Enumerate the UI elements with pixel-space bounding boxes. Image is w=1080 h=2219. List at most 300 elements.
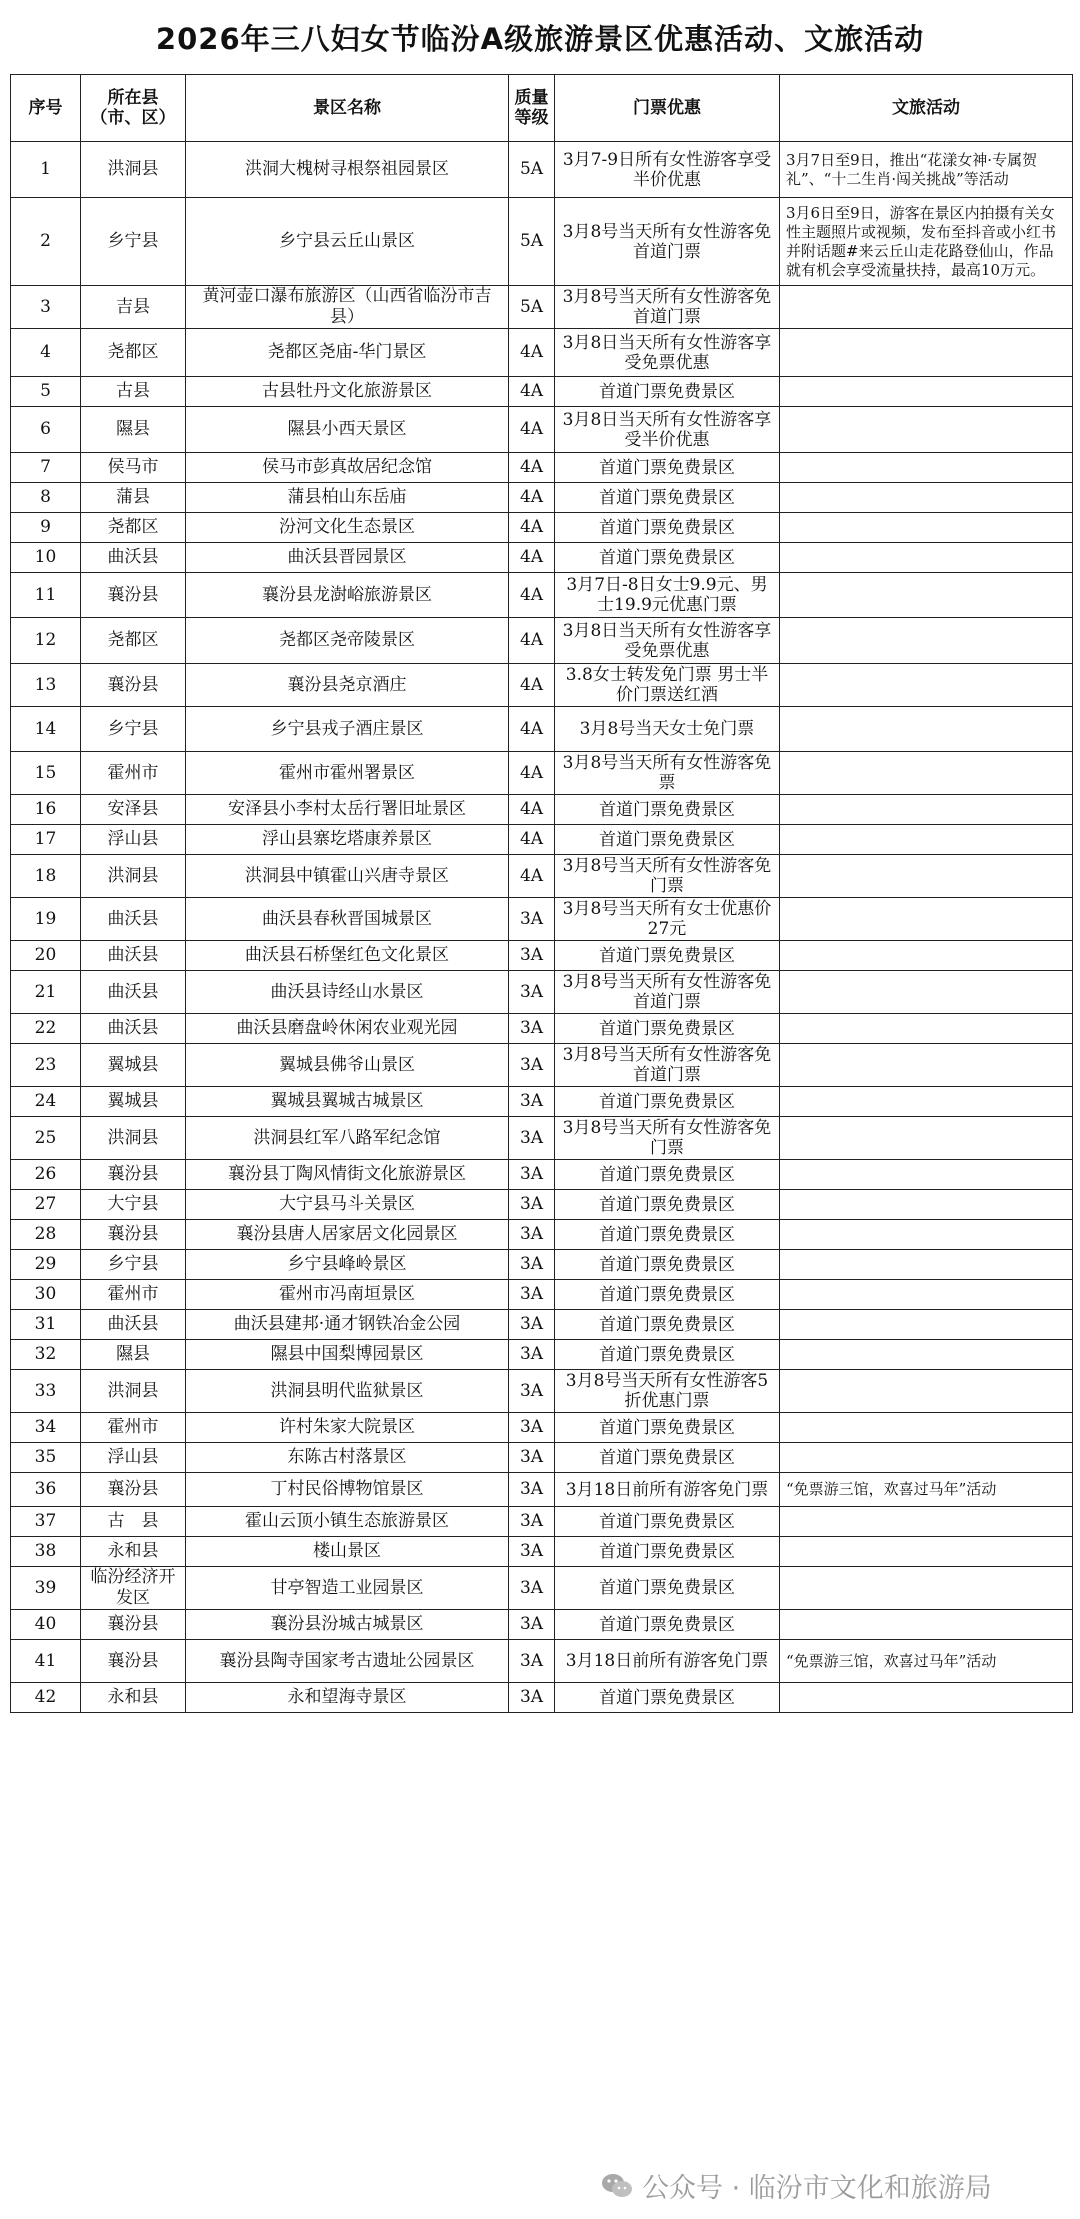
- discount-cell: 3.8女士转发免门票 男士半价门票送红酒: [555, 664, 780, 707]
- activity-cell: [780, 1160, 1073, 1190]
- scenic-name-cell: 襄汾县唐人居家居文化园景区: [186, 1220, 509, 1250]
- activity-cell: [780, 1443, 1073, 1473]
- column-header: 门票优惠: [555, 75, 780, 142]
- row-number-cell: 40: [11, 1610, 81, 1640]
- grade-cell: 4A: [509, 543, 555, 573]
- activity-cell: [780, 1220, 1073, 1250]
- discount-cell: 首道门票免费景区: [555, 1610, 780, 1640]
- discount-cell: 首道门票免费景区: [555, 1683, 780, 1713]
- grade-cell: 3A: [509, 1610, 555, 1640]
- scenic-name-cell: 曲沃县晋园景区: [186, 543, 509, 573]
- county-cell: 乡宁县: [81, 707, 186, 752]
- activity-cell: [780, 1683, 1073, 1713]
- activity-cell: [780, 898, 1073, 941]
- table-row: [11, 407, 1073, 453]
- county-cell: 洪洞县: [81, 142, 186, 198]
- activity-cell: [780, 664, 1073, 707]
- scenic-name-cell: 隰县中国梨博园景区: [186, 1340, 509, 1370]
- grade-cell: 4A: [509, 855, 555, 898]
- row-number-cell: 28: [11, 1220, 81, 1250]
- table-row: [11, 1340, 1073, 1370]
- activity-cell: [780, 329, 1073, 377]
- activity-cell: [780, 483, 1073, 513]
- table-row: [11, 1413, 1073, 1443]
- discount-cell: 3月8号当天所有女性游客5折优惠门票: [555, 1370, 780, 1413]
- discount-cell: 首道门票免费景区: [555, 1567, 780, 1610]
- grade-cell: 3A: [509, 1443, 555, 1473]
- activity-cell: [780, 752, 1073, 795]
- scenic-name-cell: 曲沃县磨盘岭休闲农业观光园: [186, 1014, 509, 1044]
- discount-cell: 首道门票免费景区: [555, 1537, 780, 1567]
- table-row: [11, 543, 1073, 573]
- column-header: 文旅活动: [780, 75, 1073, 142]
- scenic-name-cell: 安泽县小李村太岳行署旧址景区: [186, 795, 509, 825]
- row-number-cell: 6: [11, 407, 81, 453]
- county-cell: 曲沃县: [81, 971, 186, 1014]
- discount-cell: 3月7日-8日女士9.9元、男士19.9元优惠门票: [555, 573, 780, 618]
- row-number-cell: 13: [11, 664, 81, 707]
- county-cell: 曲沃县: [81, 1014, 186, 1044]
- grade-cell: 4A: [509, 825, 555, 855]
- discount-cell: 首道门票免费景区: [555, 453, 780, 483]
- scenic-name-cell: 洪洞县红军八路军纪念馆: [186, 1117, 509, 1160]
- activity-cell: [780, 1610, 1073, 1640]
- activity-cell: [780, 513, 1073, 543]
- grade-cell: 3A: [509, 1087, 555, 1117]
- county-cell: 蒲县: [81, 483, 186, 513]
- grade-cell: 3A: [509, 941, 555, 971]
- scenic-name-cell: 尧都区尧庙-华门景区: [186, 329, 509, 377]
- scenic-name-cell: 大宁县马斗关景区: [186, 1190, 509, 1220]
- grade-cell: 5A: [509, 286, 555, 329]
- column-header: 质量等级: [509, 75, 555, 142]
- grade-cell: 4A: [509, 513, 555, 543]
- grade-cell: 3A: [509, 1044, 555, 1087]
- row-number-cell: 31: [11, 1310, 81, 1340]
- activity-cell: [780, 618, 1073, 664]
- county-cell: 尧都区: [81, 329, 186, 377]
- activity-cell: [780, 1370, 1073, 1413]
- row-number-cell: 8: [11, 483, 81, 513]
- table-row: [11, 1473, 1073, 1507]
- discount-cell: 3月8号当天所有女性游客免首道门票: [555, 198, 780, 286]
- activity-cell: [780, 1190, 1073, 1220]
- scenic-name-cell: 丁村民俗博物馆景区: [186, 1473, 509, 1507]
- row-number-cell: 35: [11, 1443, 81, 1473]
- grade-cell: 4A: [509, 795, 555, 825]
- row-number-cell: 33: [11, 1370, 81, 1413]
- activity-cell: [780, 543, 1073, 573]
- activity-cell: 3月7日至9日，推出“花漾女神·专属贺礼”、“十二生肖·闯关挑战”等活动: [780, 142, 1073, 198]
- row-number-cell: 16: [11, 795, 81, 825]
- activity-cell: [780, 1117, 1073, 1160]
- activity-cell: [780, 825, 1073, 855]
- scenic-name-cell: 汾河文化生态景区: [186, 513, 509, 543]
- activity-cell: [780, 707, 1073, 752]
- county-cell: 霍州市: [81, 1280, 186, 1310]
- scenic-name-cell: 襄汾县汾城古城景区: [186, 1610, 509, 1640]
- row-number-cell: 9: [11, 513, 81, 543]
- table-row: [11, 664, 1073, 707]
- county-cell: 翼城县: [81, 1044, 186, 1087]
- table-row: [11, 825, 1073, 855]
- scenic-name-cell: 襄汾县尧京酒庄: [186, 664, 509, 707]
- column-header: 所在县（市、区）: [81, 75, 186, 142]
- county-cell: 霍州市: [81, 1413, 186, 1443]
- scenic-name-cell: 黄河壶口瀑布旅游区（山西省临汾市吉县）: [186, 286, 509, 329]
- row-number-cell: 42: [11, 1683, 81, 1713]
- grade-cell: 3A: [509, 1537, 555, 1567]
- discount-cell: 3月18日前所有游客免门票: [555, 1640, 780, 1683]
- grade-cell: 4A: [509, 707, 555, 752]
- table-row: [11, 1507, 1073, 1537]
- discount-cell: 首道门票免费景区: [555, 513, 780, 543]
- county-cell: 永和县: [81, 1537, 186, 1567]
- county-cell: 洪洞县: [81, 1117, 186, 1160]
- county-cell: 乡宁县: [81, 198, 186, 286]
- page-title: 2026年三八妇女节临汾A级旅游景区优惠活动、文旅活动: [155, 21, 925, 56]
- discount-cell: 3月8号当天所有女性游客免票: [555, 752, 780, 795]
- county-cell: 曲沃县: [81, 543, 186, 573]
- county-cell: 翼城县: [81, 1087, 186, 1117]
- discount-cell: 首道门票免费景区: [555, 1413, 780, 1443]
- scenic-name-cell: 乡宁县戎子酒庄景区: [186, 707, 509, 752]
- scenic-name-cell: 隰县小西天景区: [186, 407, 509, 453]
- activity-cell: [780, 855, 1073, 898]
- table-row: [11, 855, 1073, 898]
- county-cell: 安泽县: [81, 795, 186, 825]
- row-number-cell: 18: [11, 855, 81, 898]
- grade-cell: 3A: [509, 1280, 555, 1310]
- scenic-name-cell: 古县牡丹文化旅游景区: [186, 377, 509, 407]
- county-cell: 襄汾县: [81, 664, 186, 707]
- activity-cell: [780, 573, 1073, 618]
- discount-cell: 首道门票免费景区: [555, 941, 780, 971]
- county-cell: 襄汾县: [81, 573, 186, 618]
- scenic-name-cell: 霍州市冯南垣景区: [186, 1280, 509, 1310]
- discount-cell: 首道门票免费景区: [555, 1310, 780, 1340]
- row-number-cell: 41: [11, 1640, 81, 1683]
- scenic-spots-table-container: [10, 74, 1072, 1713]
- activity-cell: [780, 1280, 1073, 1310]
- grade-cell: 4A: [509, 407, 555, 453]
- grade-cell: 4A: [509, 573, 555, 618]
- table-body: [11, 142, 1073, 1713]
- row-number-cell: 2: [11, 198, 81, 286]
- scenic-name-cell: 翼城县佛爷山景区: [186, 1044, 509, 1087]
- scenic-name-cell: 蒲县柏山东岳庙: [186, 483, 509, 513]
- discount-cell: 3月8日当天所有女性游客享受免票优惠: [555, 329, 780, 377]
- grade-cell: 3A: [509, 1567, 555, 1610]
- county-cell: 霍州市: [81, 752, 186, 795]
- row-number-cell: 15: [11, 752, 81, 795]
- grade-cell: 4A: [509, 453, 555, 483]
- table-row: [11, 618, 1073, 664]
- activity-cell: [780, 1014, 1073, 1044]
- row-number-cell: 14: [11, 707, 81, 752]
- activity-cell: [780, 941, 1073, 971]
- discount-cell: 首道门票免费景区: [555, 1443, 780, 1473]
- scenic-name-cell: 许村朱家大院景区: [186, 1413, 509, 1443]
- row-number-cell: 12: [11, 618, 81, 664]
- table-row: [11, 1683, 1073, 1713]
- county-cell: 浮山县: [81, 1443, 186, 1473]
- county-cell: 襄汾县: [81, 1220, 186, 1250]
- grade-cell: 3A: [509, 1014, 555, 1044]
- scenic-name-cell: 翼城县翼城古城景区: [186, 1087, 509, 1117]
- table-row: [11, 1044, 1073, 1087]
- county-cell: 永和县: [81, 1683, 186, 1713]
- row-number-cell: 11: [11, 573, 81, 618]
- activity-cell: [780, 407, 1073, 453]
- scenic-name-cell: 楼山景区: [186, 1537, 509, 1567]
- discount-cell: 3月8号当天女士免门票: [555, 707, 780, 752]
- activity-cell: 3月6日至9日，游客在景区内拍摄有关女性主题照片或视频，发布至抖音或小红书并附话题#来云丘山走花路登仙山，作品就有机会享受流量扶持，最高10万元。: [780, 198, 1073, 286]
- discount-cell: 3月8日当天所有女性游客享受半价优惠: [555, 407, 780, 453]
- discount-cell: 首道门票免费景区: [555, 1340, 780, 1370]
- discount-cell: 首道门票免费景区: [555, 1220, 780, 1250]
- discount-cell: 3月8号当天所有女性游客免门票: [555, 1117, 780, 1160]
- table-row: [11, 483, 1073, 513]
- county-cell: 曲沃县: [81, 941, 186, 971]
- activity-cell: “免票游三馆，欢喜过马年”活动: [780, 1640, 1073, 1683]
- table-row: [11, 752, 1073, 795]
- grade-cell: 3A: [509, 1220, 555, 1250]
- watermark: [600, 2166, 992, 2205]
- row-number-cell: 39: [11, 1567, 81, 1610]
- discount-cell: 首道门票免费景区: [555, 377, 780, 407]
- table-row: [11, 513, 1073, 543]
- county-cell: 侯马市: [81, 453, 186, 483]
- table-row: [11, 707, 1073, 752]
- activity-cell: [780, 795, 1073, 825]
- row-number-cell: 38: [11, 1537, 81, 1567]
- activity-cell: [780, 1250, 1073, 1280]
- grade-cell: 3A: [509, 1117, 555, 1160]
- row-number-cell: 30: [11, 1280, 81, 1310]
- table-row: [11, 1610, 1073, 1640]
- scenic-name-cell: 曲沃县春秋晋国城景区: [186, 898, 509, 941]
- watermark-text: 公众号 · 临汾市文化和旅游局: [642, 2173, 992, 2204]
- discount-cell: 首道门票免费景区: [555, 543, 780, 573]
- grade-cell: 3A: [509, 971, 555, 1014]
- discount-cell: 3月8日当天所有女性游客享受免票优惠: [555, 618, 780, 664]
- table-row: [11, 971, 1073, 1014]
- county-cell: 襄汾县: [81, 1610, 186, 1640]
- table-row: [11, 198, 1073, 286]
- row-number-cell: 27: [11, 1190, 81, 1220]
- county-cell: 临汾经济开发区: [81, 1567, 186, 1610]
- row-number-cell: 34: [11, 1413, 81, 1443]
- table-row: [11, 1087, 1073, 1117]
- county-cell: 襄汾县: [81, 1160, 186, 1190]
- activity-cell: [780, 1087, 1073, 1117]
- grade-cell: 5A: [509, 142, 555, 198]
- grade-cell: 3A: [509, 1310, 555, 1340]
- table-row: [11, 1310, 1073, 1340]
- column-header: 序号: [11, 75, 81, 142]
- activity-cell: [780, 453, 1073, 483]
- scenic-name-cell: 甘亭智造工业园景区: [186, 1567, 509, 1610]
- grade-cell: 3A: [509, 1683, 555, 1713]
- county-cell: 乡宁县: [81, 1250, 186, 1280]
- scenic-name-cell: 永和望海寺景区: [186, 1683, 509, 1713]
- table-row: [11, 1370, 1073, 1413]
- table-row: [11, 941, 1073, 971]
- row-number-cell: 25: [11, 1117, 81, 1160]
- grade-cell: 3A: [509, 1640, 555, 1683]
- discount-cell: 首道门票免费景区: [555, 795, 780, 825]
- discount-cell: 首道门票免费景区: [555, 483, 780, 513]
- grade-cell: 3A: [509, 1190, 555, 1220]
- scenic-name-cell: 霍州市霍州署景区: [186, 752, 509, 795]
- discount-cell: 3月8号当天所有女士优惠价27元: [555, 898, 780, 941]
- table-row: [11, 1250, 1073, 1280]
- grade-cell: 3A: [509, 1507, 555, 1537]
- scenic-name-cell: 乡宁县峰岭景区: [186, 1250, 509, 1280]
- row-number-cell: 36: [11, 1473, 81, 1507]
- county-cell: 曲沃县: [81, 1310, 186, 1340]
- scenic-name-cell: 曲沃县石桥堡红色文化景区: [186, 941, 509, 971]
- activity-cell: “免票游三馆，欢喜过马年”活动: [780, 1473, 1073, 1507]
- grade-cell: 5A: [509, 198, 555, 286]
- table-row: [11, 1280, 1073, 1310]
- activity-cell: [780, 1044, 1073, 1087]
- grade-cell: 4A: [509, 377, 555, 407]
- discount-cell: 3月7-9日所有女性游客享受半价优惠: [555, 142, 780, 198]
- county-cell: 尧都区: [81, 618, 186, 664]
- scenic-name-cell: 襄汾县丁陶风情街文化旅游景区: [186, 1160, 509, 1190]
- row-number-cell: 22: [11, 1014, 81, 1044]
- grade-cell: 4A: [509, 752, 555, 795]
- scenic-name-cell: 东陈古村落景区: [186, 1443, 509, 1473]
- activity-cell: [780, 971, 1073, 1014]
- table-row: [11, 1014, 1073, 1044]
- table-row: [11, 1567, 1073, 1610]
- activity-cell: [780, 1413, 1073, 1443]
- discount-cell: 首道门票免费景区: [555, 1160, 780, 1190]
- row-number-cell: 29: [11, 1250, 81, 1280]
- scenic-name-cell: 乡宁县云丘山景区: [186, 198, 509, 286]
- scenic-name-cell: 洪洞县明代监狱景区: [186, 1370, 509, 1413]
- grade-cell: 4A: [509, 329, 555, 377]
- activity-cell: [780, 377, 1073, 407]
- scenic-name-cell: 曲沃县建邦·通才钢铁冶金公园: [186, 1310, 509, 1340]
- county-cell: 襄汾县: [81, 1473, 186, 1507]
- scenic-name-cell: 襄汾县龙澍峪旅游景区: [186, 573, 509, 618]
- discount-cell: 3月8号当天所有女性游客免首道门票: [555, 286, 780, 329]
- table-row: [11, 453, 1073, 483]
- county-cell: 洪洞县: [81, 1370, 186, 1413]
- table-row: [11, 329, 1073, 377]
- activity-cell: [780, 1340, 1073, 1370]
- row-number-cell: 3: [11, 286, 81, 329]
- county-cell: 洪洞县: [81, 855, 186, 898]
- row-number-cell: 37: [11, 1507, 81, 1537]
- grade-cell: 4A: [509, 483, 555, 513]
- scenic-name-cell: 洪洞大槐树寻根祭祖园景区: [186, 142, 509, 198]
- table-header-row: [11, 75, 1073, 142]
- discount-cell: 3月8号当天所有女性游客免首道门票: [555, 971, 780, 1014]
- table-row: [11, 142, 1073, 198]
- activity-cell: [780, 1567, 1073, 1610]
- row-number-cell: 17: [11, 825, 81, 855]
- table-row: [11, 1640, 1073, 1683]
- county-cell: 尧都区: [81, 513, 186, 543]
- county-cell: 吉县: [81, 286, 186, 329]
- scenic-name-cell: 侯马市彭真故居纪念馆: [186, 453, 509, 483]
- county-cell: 隰县: [81, 407, 186, 453]
- scenic-name-cell: 洪洞县中镇霍山兴唐寺景区: [186, 855, 509, 898]
- row-number-cell: 5: [11, 377, 81, 407]
- column-header: 景区名称: [186, 75, 509, 142]
- discount-cell: 首道门票免费景区: [555, 1190, 780, 1220]
- grade-cell: 3A: [509, 1473, 555, 1507]
- row-number-cell: 7: [11, 453, 81, 483]
- discount-cell: 首道门票免费景区: [555, 825, 780, 855]
- wechat-icon: [600, 2169, 634, 2203]
- grade-cell: 3A: [509, 1340, 555, 1370]
- row-number-cell: 4: [11, 329, 81, 377]
- discount-cell: 首道门票免费景区: [555, 1087, 780, 1117]
- grade-cell: 3A: [509, 898, 555, 941]
- table-row: [11, 1160, 1073, 1190]
- table-row: [11, 573, 1073, 618]
- row-number-cell: 19: [11, 898, 81, 941]
- row-number-cell: 21: [11, 971, 81, 1014]
- table-row: [11, 377, 1073, 407]
- discount-cell: 首道门票免费景区: [555, 1280, 780, 1310]
- activity-cell: [780, 1310, 1073, 1340]
- county-cell: 襄汾县: [81, 1640, 186, 1683]
- activity-cell: [780, 286, 1073, 329]
- grade-cell: 3A: [509, 1160, 555, 1190]
- grade-cell: 3A: [509, 1370, 555, 1413]
- row-number-cell: 32: [11, 1340, 81, 1370]
- scenic-name-cell: 霍山云顶小镇生态旅游景区: [186, 1507, 509, 1537]
- county-cell: 古县: [81, 377, 186, 407]
- county-cell: 古 县: [81, 1507, 186, 1537]
- scenic-spots-table: [10, 74, 1073, 1713]
- county-cell: 浮山县: [81, 825, 186, 855]
- row-number-cell: 10: [11, 543, 81, 573]
- table-row: [11, 1220, 1073, 1250]
- discount-cell: 首道门票免费景区: [555, 1250, 780, 1280]
- scenic-name-cell: 曲沃县诗经山水景区: [186, 971, 509, 1014]
- table-row: [11, 795, 1073, 825]
- county-cell: 曲沃县: [81, 898, 186, 941]
- activity-cell: [780, 1507, 1073, 1537]
- scenic-name-cell: 襄汾县陶寺国家考古遗址公园景区: [186, 1640, 509, 1683]
- row-number-cell: 26: [11, 1160, 81, 1190]
- table-row: [11, 1190, 1073, 1220]
- scenic-name-cell: 浮山县寨圪塔康养景区: [186, 825, 509, 855]
- discount-cell: 3月8号当天所有女性游客免门票: [555, 855, 780, 898]
- activity-cell: [780, 1537, 1073, 1567]
- grade-cell: 4A: [509, 664, 555, 707]
- discount-cell: 首道门票免费景区: [555, 1014, 780, 1044]
- discount-cell: 首道门票免费景区: [555, 1507, 780, 1537]
- row-number-cell: 23: [11, 1044, 81, 1087]
- discount-cell: 3月8号当天所有女性游客免首道门票: [555, 1044, 780, 1087]
- county-cell: 大宁县: [81, 1190, 186, 1220]
- table-row: [11, 286, 1073, 329]
- county-cell: 隰县: [81, 1340, 186, 1370]
- grade-cell: 3A: [509, 1413, 555, 1443]
- row-number-cell: 1: [11, 142, 81, 198]
- row-number-cell: 24: [11, 1087, 81, 1117]
- grade-cell: 3A: [509, 1250, 555, 1280]
